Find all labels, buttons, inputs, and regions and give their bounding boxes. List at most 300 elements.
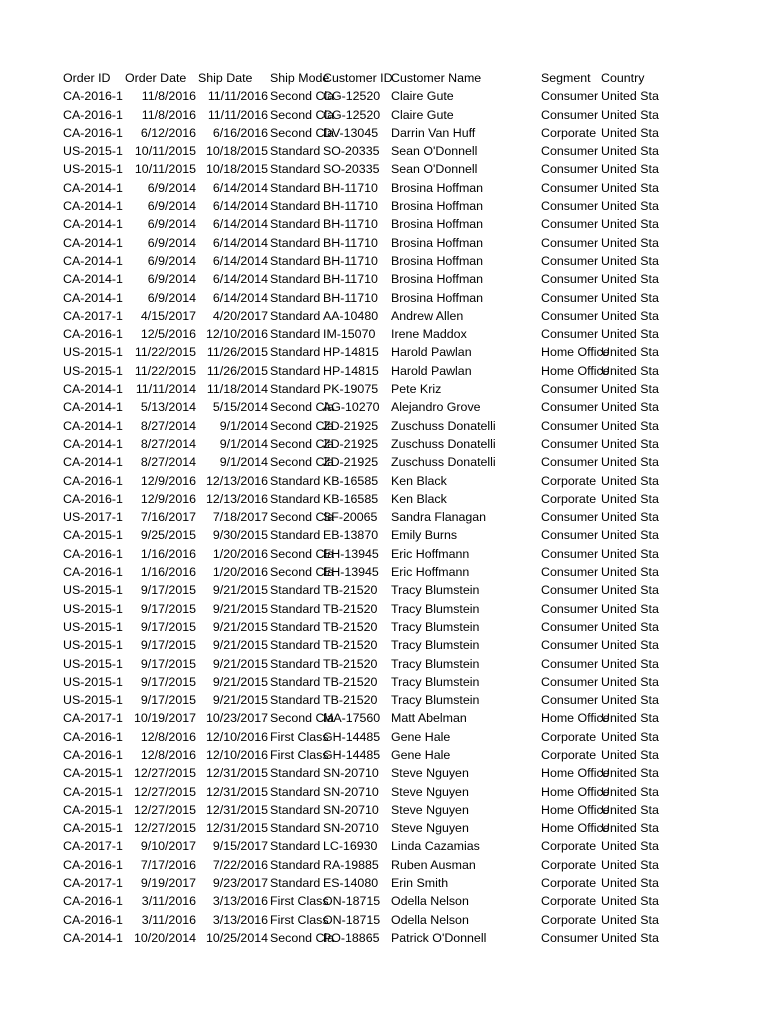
country-cell[interactable]: United Sta [601, 217, 659, 232]
order-id-cell[interactable]: CA-2016-1 [63, 857, 123, 872]
customer-name-cell[interactable]: Brosina Hoffman [391, 199, 484, 214]
segment-cell[interactable]: Consumer [541, 308, 599, 323]
ship-mode-cell[interactable]: Standard [270, 473, 321, 488]
order-id-cell[interactable]: US-2015-1 [63, 363, 123, 378]
order-id-cell[interactable]: CA-2015-1 [63, 821, 123, 836]
ship-mode-cell[interactable]: Standard [270, 601, 321, 616]
order-date-cell[interactable]: 9/25/2015 [140, 528, 196, 543]
customer-name-cell[interactable]: Brosina Hoffman [391, 272, 484, 287]
customer-id-cell[interactable]: SN-20710 [323, 784, 379, 799]
segment-cell[interactable]: Home Office [541, 821, 610, 836]
ship-mode-cell[interactable]: Standard [270, 180, 321, 195]
order-id-cell[interactable]: US-2015-1 [63, 619, 123, 634]
header-order-id[interactable]: Order ID [63, 71, 111, 85]
country-cell[interactable]: United Sta [601, 272, 659, 287]
ship-mode-cell[interactable]: Standard [270, 766, 321, 781]
order-id-cell[interactable]: CA-2016-1 [63, 89, 123, 104]
ship-date-cell[interactable]: 9/1/2014 [219, 455, 268, 470]
country-cell[interactable]: United Sta [601, 528, 659, 543]
ship-mode-cell[interactable]: Second Cla [270, 455, 335, 470]
segment-cell[interactable]: Corporate [541, 912, 597, 927]
header-customer-id[interactable]: Customer ID [323, 71, 393, 85]
order-id-cell[interactable]: CA-2015-1 [63, 802, 123, 817]
order-date-cell[interactable]: 6/9/2014 [147, 235, 196, 250]
customer-name-cell[interactable]: Ken Black [391, 491, 447, 506]
customer-id-cell[interactable]: MA-17560 [323, 711, 381, 726]
customer-id-cell[interactable]: BH-11710 [323, 180, 378, 195]
ship-date-cell[interactable]: 10/25/2014 [205, 930, 268, 945]
customer-name-cell[interactable]: Ruben Ausman [391, 857, 476, 872]
customer-id-cell[interactable]: SO-20335 [323, 144, 380, 159]
ship-mode-cell[interactable]: Standard [270, 876, 321, 891]
ship-date-cell[interactable]: 6/14/2014 [212, 235, 268, 250]
order-date-cell[interactable]: 9/17/2015 [140, 619, 196, 634]
customer-name-cell[interactable]: Claire Gute [391, 107, 454, 122]
customer-id-cell[interactable]: DV-13045 [323, 125, 379, 140]
order-id-cell[interactable]: CA-2016-1 [63, 107, 123, 122]
order-date-cell[interactable]: 6/12/2016 [140, 125, 196, 140]
country-cell[interactable]: United Sta [601, 455, 659, 470]
customer-name-cell[interactable]: Andrew Allen [391, 308, 464, 323]
order-id-cell[interactable]: CA-2016-1 [63, 565, 123, 580]
segment-cell[interactable]: Consumer [541, 510, 599, 525]
segment-cell[interactable]: Consumer [541, 199, 599, 214]
segment-cell[interactable]: Consumer [541, 400, 599, 415]
customer-name-cell[interactable]: Gene Hale [391, 747, 451, 762]
segment-cell[interactable]: Consumer [541, 253, 599, 268]
header-order-date[interactable]: Order Date [125, 71, 187, 85]
customer-id-cell[interactable]: TB-21520 [323, 674, 378, 689]
ship-date-cell[interactable]: 4/20/2017 [212, 308, 268, 323]
ship-mode-cell[interactable]: Standard [270, 253, 321, 268]
ship-mode-cell[interactable]: Second Cla [270, 930, 335, 945]
ship-date-cell[interactable]: 9/30/2015 [212, 528, 268, 543]
country-cell[interactable]: United Sta [601, 546, 659, 561]
country-cell[interactable]: United Sta [601, 308, 659, 323]
customer-name-cell[interactable]: Claire Gute [391, 89, 454, 104]
order-date-cell[interactable]: 12/9/2016 [140, 473, 196, 488]
ship-mode-cell[interactable]: Standard [270, 583, 321, 598]
customer-id-cell[interactable]: BH-11710 [323, 235, 378, 250]
ship-mode-cell[interactable]: Second Cla [270, 418, 335, 433]
ship-date-cell[interactable]: 1/20/2016 [212, 546, 268, 561]
segment-cell[interactable]: Consumer [541, 162, 599, 177]
segment-cell[interactable]: Consumer [541, 455, 599, 470]
order-date-cell[interactable]: 9/17/2015 [140, 674, 196, 689]
ship-date-cell[interactable]: 11/18/2014 [206, 382, 268, 397]
ship-date-cell[interactable]: 12/10/2016 [205, 729, 268, 744]
segment-cell[interactable]: Consumer [541, 528, 599, 543]
country-cell[interactable]: United Sta [601, 912, 659, 927]
segment-cell[interactable]: Corporate [541, 491, 597, 506]
country-cell[interactable]: United Sta [601, 711, 659, 726]
customer-id-cell[interactable]: AG-10270 [323, 400, 380, 415]
order-date-cell[interactable]: 9/17/2015 [140, 601, 196, 616]
customer-name-cell[interactable]: Steve Nguyen [391, 784, 469, 799]
ship-date-cell[interactable]: 6/14/2014 [212, 217, 268, 232]
customer-id-cell[interactable]: TB-21520 [323, 583, 378, 598]
customer-name-cell[interactable]: Tracy Blumstein [391, 693, 480, 708]
ship-date-cell[interactable]: 7/22/2016 [212, 857, 268, 872]
order-id-cell[interactable]: CA-2014-1 [63, 217, 123, 232]
customer-id-cell[interactable]: BH-11710 [323, 199, 378, 214]
country-cell[interactable]: United Sta [601, 565, 659, 580]
header-ship-mode[interactable]: Ship Mode [270, 71, 330, 85]
country-cell[interactable]: United Sta [601, 253, 659, 268]
customer-id-cell[interactable]: ON-18715 [323, 912, 381, 927]
segment-cell[interactable]: Home Office [541, 363, 610, 378]
country-cell[interactable]: United Sta [601, 802, 659, 817]
header-segment[interactable]: Segment [541, 71, 591, 85]
ship-mode-cell[interactable]: Standard [270, 217, 321, 232]
order-date-cell[interactable]: 8/27/2014 [140, 455, 196, 470]
ship-mode-cell[interactable]: Standard [270, 693, 321, 708]
header-ship-date[interactable]: Ship Date [198, 71, 253, 85]
ship-mode-cell[interactable]: Standard [270, 784, 321, 799]
order-id-cell[interactable]: CA-2016-1 [63, 894, 123, 909]
order-date-cell[interactable]: 4/15/2017 [140, 308, 196, 323]
customer-name-cell[interactable]: Odella Nelson [391, 912, 469, 927]
ship-mode-cell[interactable]: Second Cla [270, 400, 335, 415]
ship-date-cell[interactable]: 9/21/2015 [212, 601, 268, 616]
ship-date-cell[interactable]: 9/21/2015 [212, 674, 268, 689]
customer-id-cell[interactable]: KB-16585 [323, 491, 379, 506]
header-country[interactable]: Country [601, 71, 645, 85]
country-cell[interactable]: United Sta [601, 729, 659, 744]
segment-cell[interactable]: Corporate [541, 876, 597, 891]
segment-cell[interactable]: Home Office [541, 802, 610, 817]
customer-name-cell[interactable]: Eric Hoffmann [391, 546, 470, 561]
customer-id-cell[interactable]: GH-14485 [323, 747, 381, 762]
customer-name-cell[interactable]: Brosina Hoffman [391, 253, 484, 268]
segment-cell[interactable]: Consumer [541, 436, 599, 451]
customer-name-cell[interactable]: Sean O'Donnell [391, 162, 478, 177]
ship-date-cell[interactable]: 9/21/2015 [212, 583, 268, 598]
order-date-cell[interactable]: 9/17/2015 [140, 693, 196, 708]
segment-cell[interactable]: Consumer [541, 546, 599, 561]
customer-id-cell[interactable]: HP-14815 [323, 345, 379, 360]
segment-cell[interactable]: Consumer [541, 290, 599, 305]
order-date-cell[interactable]: 9/17/2015 [140, 656, 196, 671]
order-id-cell[interactable]: US-2015-1 [63, 674, 123, 689]
order-id-cell[interactable]: US-2015-1 [63, 656, 123, 671]
customer-id-cell[interactable]: PK-19075 [323, 382, 379, 397]
order-date-cell[interactable]: 10/11/2015 [134, 162, 196, 177]
ship-date-cell[interactable]: 12/31/2015 [205, 802, 268, 817]
ship-date-cell[interactable]: 12/13/2016 [205, 491, 268, 506]
order-date-cell[interactable]: 1/16/2016 [140, 546, 196, 561]
order-id-cell[interactable]: CA-2014-1 [63, 436, 123, 451]
ship-mode-cell[interactable]: Standard [270, 327, 321, 342]
customer-id-cell[interactable]: BH-11710 [323, 290, 378, 305]
order-date-cell[interactable]: 6/9/2014 [147, 290, 196, 305]
ship-mode-cell[interactable]: Standard [270, 308, 321, 323]
ship-date-cell[interactable]: 10/23/2017 [205, 711, 268, 726]
ship-date-cell[interactable]: 9/21/2015 [212, 656, 268, 671]
order-id-cell[interactable]: CA-2014-1 [63, 180, 123, 195]
order-date-cell[interactable]: 10/19/2017 [133, 711, 196, 726]
order-date-cell[interactable]: 11/22/2015 [134, 363, 196, 378]
customer-name-cell[interactable]: Harold Pawlan [391, 345, 472, 360]
customer-name-cell[interactable]: Patrick O'Donnell [391, 930, 487, 945]
ship-date-cell[interactable]: 12/13/2016 [205, 473, 268, 488]
customer-name-cell[interactable]: Brosina Hoffman [391, 217, 484, 232]
customer-name-cell[interactable]: Tracy Blumstein [391, 656, 480, 671]
ship-date-cell[interactable]: 9/21/2015 [212, 638, 268, 653]
order-id-cell[interactable]: CA-2015-1 [63, 528, 123, 543]
order-date-cell[interactable]: 3/11/2016 [141, 912, 196, 927]
order-date-cell[interactable]: 8/27/2014 [140, 418, 196, 433]
segment-cell[interactable]: Consumer [541, 418, 599, 433]
ship-date-cell[interactable]: 9/1/2014 [219, 418, 268, 433]
customer-id-cell[interactable]: PO-18865 [323, 930, 380, 945]
customer-name-cell[interactable]: Steve Nguyen [391, 802, 469, 817]
customer-id-cell[interactable]: BH-11710 [323, 272, 378, 287]
ship-mode-cell[interactable]: Standard [270, 162, 321, 177]
segment-cell[interactable]: Consumer [541, 107, 599, 122]
order-date-cell[interactable]: 12/9/2016 [140, 491, 196, 506]
order-id-cell[interactable]: US-2017-1 [63, 510, 123, 525]
customer-name-cell[interactable]: Zuschuss Donatelli [391, 436, 496, 451]
order-id-cell[interactable]: CA-2017-1 [63, 711, 123, 726]
customer-name-cell[interactable]: Emily Burns [391, 528, 458, 543]
customer-id-cell[interactable]: KB-16585 [323, 473, 379, 488]
ship-date-cell[interactable]: 10/18/2015 [205, 144, 268, 159]
order-date-cell[interactable]: 6/9/2014 [147, 272, 196, 287]
customer-id-cell[interactable]: BH-11710 [323, 253, 378, 268]
customer-id-cell[interactable]: SN-20710 [323, 821, 379, 836]
order-id-cell[interactable]: CA-2016-1 [63, 473, 123, 488]
customer-name-cell[interactable]: Steve Nguyen [391, 766, 469, 781]
customer-id-cell[interactable]: BH-11710 [323, 217, 378, 232]
customer-name-cell[interactable]: Zuschuss Donatelli [391, 455, 496, 470]
ship-date-cell[interactable]: 9/21/2015 [212, 693, 268, 708]
customer-id-cell[interactable]: AA-10480 [323, 308, 379, 323]
customer-name-cell[interactable]: Steve Nguyen [391, 821, 469, 836]
customer-name-cell[interactable]: Pete Kriz [391, 382, 442, 397]
country-cell[interactable]: United Sta [601, 199, 659, 214]
ship-mode-cell[interactable]: Second Cla [270, 546, 335, 561]
country-cell[interactable]: United Sta [601, 839, 659, 854]
customer-name-cell[interactable]: Brosina Hoffman [391, 180, 484, 195]
ship-date-cell[interactable]: 12/10/2016 [205, 747, 268, 762]
customer-id-cell[interactable]: ON-18715 [323, 894, 381, 909]
customer-id-cell[interactable]: EH-13945 [323, 565, 379, 580]
customer-id-cell[interactable]: TB-21520 [323, 638, 378, 653]
segment-cell[interactable]: Corporate [541, 857, 597, 872]
order-id-cell[interactable]: CA-2014-1 [63, 930, 123, 945]
order-date-cell[interactable]: 11/8/2016 [141, 89, 196, 104]
country-cell[interactable]: United Sta [601, 290, 659, 305]
customer-name-cell[interactable]: Odella Nelson [391, 894, 469, 909]
country-cell[interactable]: United Sta [601, 747, 659, 762]
ship-mode-cell[interactable]: Standard [270, 857, 321, 872]
segment-cell[interactable]: Consumer [541, 693, 599, 708]
segment-cell[interactable]: Corporate [541, 473, 597, 488]
ship-mode-cell[interactable]: Second Cla [270, 510, 335, 525]
segment-cell[interactable]: Consumer [541, 89, 599, 104]
customer-id-cell[interactable]: ZD-21925 [323, 436, 379, 451]
order-id-cell[interactable]: US-2015-1 [63, 162, 123, 177]
order-date-cell[interactable]: 6/9/2014 [147, 217, 196, 232]
customer-name-cell[interactable]: Darrin Van Huff [391, 125, 476, 140]
order-date-cell[interactable]: 12/5/2016 [140, 327, 196, 342]
country-cell[interactable]: United Sta [601, 821, 659, 836]
customer-name-cell[interactable]: Irene Maddox [391, 327, 467, 342]
ship-date-cell[interactable]: 3/13/2016 [212, 912, 268, 927]
country-cell[interactable]: United Sta [601, 125, 659, 140]
country-cell[interactable]: United Sta [601, 89, 659, 104]
country-cell[interactable]: United Sta [601, 619, 659, 634]
segment-cell[interactable]: Home Office [541, 345, 610, 360]
ship-mode-cell[interactable]: Standard [270, 144, 321, 159]
segment-cell[interactable]: Consumer [541, 327, 599, 342]
country-cell[interactable]: United Sta [601, 510, 659, 525]
customer-id-cell[interactable]: SF-20065 [323, 510, 378, 525]
ship-date-cell[interactable]: 12/31/2015 [205, 821, 268, 836]
customer-id-cell[interactable]: ZD-21925 [323, 418, 379, 433]
order-id-cell[interactable]: CA-2016-1 [63, 546, 123, 561]
customer-name-cell[interactable]: Tracy Blumstein [391, 674, 480, 689]
order-id-cell[interactable]: CA-2014-1 [63, 290, 123, 305]
segment-cell[interactable]: Consumer [541, 638, 599, 653]
ship-mode-cell[interactable]: Standard [270, 199, 321, 214]
customer-id-cell[interactable]: IM-15070 [323, 327, 376, 342]
order-id-cell[interactable]: CA-2016-1 [63, 327, 123, 342]
segment-cell[interactable]: Consumer [541, 235, 599, 250]
order-id-cell[interactable]: CA-2014-1 [63, 199, 123, 214]
customer-id-cell[interactable]: EH-13945 [323, 546, 379, 561]
segment-cell[interactable]: Consumer [541, 217, 599, 232]
order-date-cell[interactable]: 11/11/2014 [135, 382, 196, 397]
country-cell[interactable]: United Sta [601, 382, 659, 397]
ship-mode-cell[interactable]: Second Cla [270, 89, 335, 104]
customer-id-cell[interactable]: LC-16930 [323, 839, 378, 854]
order-id-cell[interactable]: CA-2015-1 [63, 766, 123, 781]
customer-name-cell[interactable]: Ken Black [391, 473, 447, 488]
order-id-cell[interactable]: CA-2016-1 [63, 125, 123, 140]
customer-name-cell[interactable]: Brosina Hoffman [391, 235, 484, 250]
order-date-cell[interactable]: 7/16/2017 [140, 510, 196, 525]
segment-cell[interactable]: Consumer [541, 619, 599, 634]
ship-mode-cell[interactable]: Second Cla [270, 107, 335, 122]
ship-mode-cell[interactable]: Standard [270, 382, 321, 397]
country-cell[interactable]: United Sta [601, 418, 659, 433]
country-cell[interactable]: United Sta [601, 876, 659, 891]
segment-cell[interactable]: Consumer [541, 565, 599, 580]
customer-id-cell[interactable]: HP-14815 [323, 363, 379, 378]
country-cell[interactable]: United Sta [601, 345, 659, 360]
ship-mode-cell[interactable]: Standard [270, 619, 321, 634]
order-date-cell[interactable]: 12/27/2015 [133, 802, 196, 817]
order-date-cell[interactable]: 6/9/2014 [147, 199, 196, 214]
country-cell[interactable]: United Sta [601, 491, 659, 506]
order-date-cell[interactable]: 9/17/2015 [140, 638, 196, 653]
ship-mode-cell[interactable]: Standard [270, 363, 321, 378]
ship-date-cell[interactable]: 5/15/2014 [212, 400, 268, 415]
ship-mode-cell[interactable]: Standard [270, 528, 321, 543]
customer-id-cell[interactable]: ZD-21925 [323, 455, 379, 470]
customer-id-cell[interactable]: SN-20710 [323, 802, 379, 817]
segment-cell[interactable]: Consumer [541, 382, 599, 397]
customer-name-cell[interactable]: Sandra Flanagan [391, 510, 487, 525]
header-customer-name[interactable]: Customer Name [391, 71, 482, 85]
ship-mode-cell[interactable]: Standard [270, 656, 321, 671]
ship-mode-cell[interactable]: Standard [270, 235, 321, 250]
ship-date-cell[interactable]: 6/14/2014 [212, 199, 268, 214]
ship-mode-cell[interactable]: First Class [270, 912, 329, 927]
country-cell[interactable]: United Sta [601, 894, 659, 909]
ship-mode-cell[interactable]: Second Cla [270, 565, 335, 580]
ship-mode-cell[interactable]: Standard [270, 345, 321, 360]
segment-cell[interactable]: Consumer [541, 583, 599, 598]
customer-name-cell[interactable]: Zuschuss Donatelli [391, 418, 496, 433]
ship-date-cell[interactable]: 11/11/2016 [207, 107, 268, 122]
ship-date-cell[interactable]: 11/26/2015 [206, 363, 268, 378]
ship-mode-cell[interactable]: Second Cla [270, 125, 335, 140]
order-id-cell[interactable]: US-2015-1 [63, 345, 123, 360]
order-id-cell[interactable]: CA-2014-1 [63, 400, 123, 415]
order-id-cell[interactable]: US-2015-1 [63, 693, 123, 708]
customer-id-cell[interactable]: ES-14080 [323, 876, 379, 891]
order-id-cell[interactable]: CA-2016-1 [63, 747, 123, 762]
ship-date-cell[interactable]: 11/11/2016 [207, 89, 268, 104]
order-date-cell[interactable]: 9/19/2017 [140, 876, 196, 891]
order-date-cell[interactable]: 8/27/2014 [140, 436, 196, 451]
ship-date-cell[interactable]: 10/18/2015 [205, 162, 268, 177]
ship-date-cell[interactable]: 7/18/2017 [212, 510, 268, 525]
segment-cell[interactable]: Home Office [541, 766, 610, 781]
customer-id-cell[interactable]: RA-19885 [323, 857, 379, 872]
order-date-cell[interactable]: 6/9/2014 [147, 253, 196, 268]
country-cell[interactable]: United Sta [601, 162, 659, 177]
country-cell[interactable]: United Sta [601, 473, 659, 488]
customer-id-cell[interactable]: TB-21520 [323, 656, 378, 671]
ship-date-cell[interactable]: 6/14/2014 [212, 272, 268, 287]
customer-name-cell[interactable]: Brosina Hoffman [391, 290, 484, 305]
customer-name-cell[interactable]: Tracy Blumstein [391, 638, 480, 653]
segment-cell[interactable]: Consumer [541, 656, 599, 671]
customer-name-cell[interactable]: Tracy Blumstein [391, 583, 480, 598]
country-cell[interactable]: United Sta [601, 107, 659, 122]
country-cell[interactable]: United Sta [601, 766, 659, 781]
order-id-cell[interactable]: CA-2016-1 [63, 729, 123, 744]
country-cell[interactable]: United Sta [601, 784, 659, 799]
customer-name-cell[interactable]: Alejandro Grove [391, 400, 481, 415]
ship-mode-cell[interactable]: First Class [270, 747, 329, 762]
ship-date-cell[interactable]: 6/14/2014 [212, 253, 268, 268]
ship-date-cell[interactable]: 3/13/2016 [212, 894, 268, 909]
ship-mode-cell[interactable]: Second Cla [270, 436, 335, 451]
order-id-cell[interactable]: US-2015-1 [63, 144, 123, 159]
country-cell[interactable]: United Sta [601, 930, 659, 945]
segment-cell[interactable]: Corporate [541, 747, 597, 762]
ship-mode-cell[interactable]: First Class [270, 894, 329, 909]
country-cell[interactable]: United Sta [601, 235, 659, 250]
order-id-cell[interactable]: CA-2014-1 [63, 418, 123, 433]
customer-id-cell[interactable]: CG-12520 [323, 107, 381, 122]
order-date-cell[interactable]: 10/11/2015 [134, 144, 196, 159]
order-id-cell[interactable]: CA-2017-1 [63, 308, 123, 323]
country-cell[interactable]: United Sta [601, 601, 659, 616]
ship-mode-cell[interactable]: Standard [270, 272, 321, 287]
ship-date-cell[interactable]: 9/1/2014 [219, 436, 268, 451]
ship-mode-cell[interactable]: Standard [270, 674, 321, 689]
order-id-cell[interactable]: US-2015-1 [63, 638, 123, 653]
country-cell[interactable]: United Sta [601, 583, 659, 598]
order-date-cell[interactable]: 5/13/2014 [140, 400, 196, 415]
order-date-cell[interactable]: 9/17/2015 [140, 583, 196, 598]
